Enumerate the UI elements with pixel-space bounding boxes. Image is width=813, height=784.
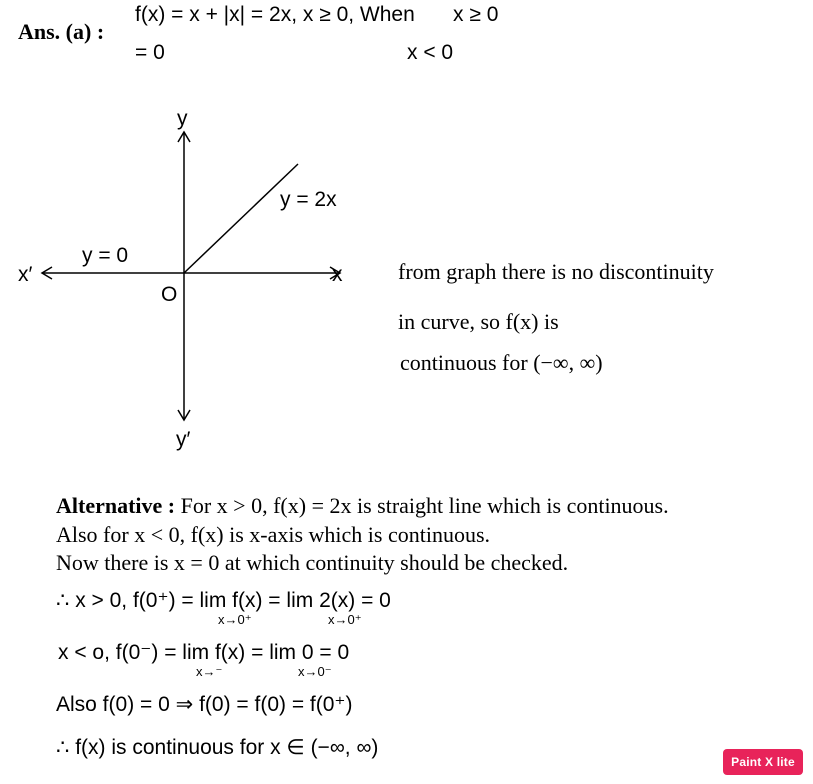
y-axis-label-top: y (177, 107, 188, 130)
equation-conclusion: ∴ f(x) is continuous for x ∈ (−∞, ∞) (56, 736, 379, 759)
alternative-label: Alternative : (56, 493, 176, 518)
y-axis-label-bottom: y′ (176, 428, 191, 451)
alternative-line-2: Also for x < 0, f(x) is x-axis which is continuous. (56, 522, 491, 547)
paint-x-lite-watermark: Paint X lite (723, 749, 803, 775)
definition-condition-1: x ≥ 0 (453, 3, 499, 26)
origin-label: O (161, 283, 178, 306)
function-graph (0, 100, 380, 460)
x-axis-label-right: x (332, 263, 343, 286)
definition-line-2: = 0 (135, 41, 165, 64)
equation-right-limit-subscript-1: x→0⁺ (218, 612, 252, 627)
alternative-line-3: Now there is x = 0 at which continuity should be checked. (56, 550, 569, 575)
equation-right-limit: ∴ x > 0, f(0⁺) = lim f(x) = lim 2(x) = 0 (56, 589, 391, 612)
line-left-label: y = 0 (82, 244, 129, 267)
x-axis-label-left: x′ (18, 263, 33, 286)
conclusion-line-1: from graph there is no discontinuity (398, 259, 714, 284)
equation-left-limit-subscript-1: x→⁻ (196, 664, 223, 679)
conclusion-line-2: in curve, so f(x) is (398, 309, 559, 334)
line-y-equals-2x (184, 164, 298, 273)
equation-right-limit-subscript-2: x→0⁺ (328, 612, 362, 627)
answer-label: Ans. (a) : (18, 19, 105, 44)
alternative-line-1 (56, 493, 669, 519)
conclusion-line-3: continuous for (−∞, ∞) (400, 350, 603, 375)
alternative-text-1: For x > 0, f(x) = 2x is straight line which is continuous. (180, 493, 669, 518)
definition-condition-2: x < 0 (407, 41, 454, 64)
line-right-label: y = 2x (280, 188, 337, 211)
equation-left-limit-subscript-2: x→0⁻ (298, 664, 332, 679)
equation-function-value: Also f(0) = 0 ⇒ f(0) = f(0) = f(0⁺) (56, 693, 353, 716)
definition-line-1: f(x) = x + |x| = 2x, x ≥ 0, When (135, 3, 415, 26)
equation-left-limit: x < o, f(0⁻) = lim f(x) = lim 0 = 0 (58, 641, 350, 664)
